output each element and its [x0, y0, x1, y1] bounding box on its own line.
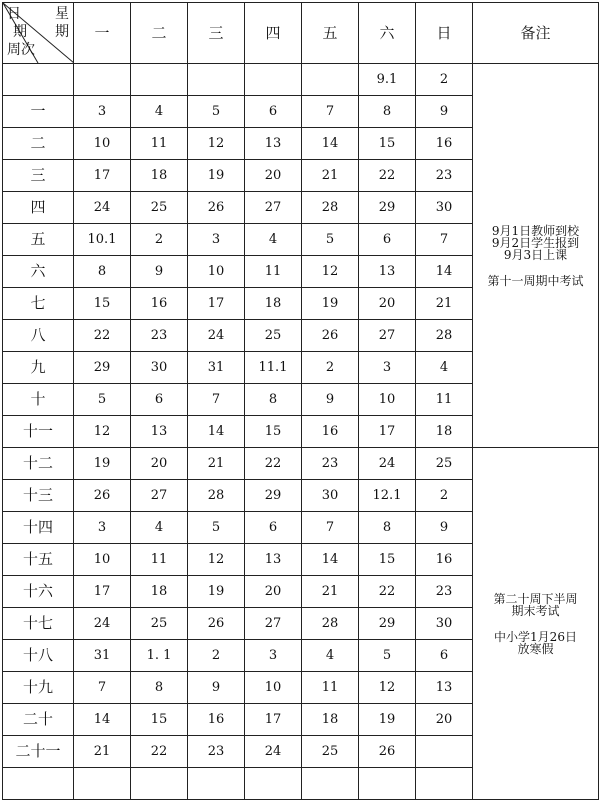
week-number-cell: 五: [3, 224, 74, 256]
date-cell: 12: [359, 672, 416, 704]
date-cell: 27: [131, 480, 188, 512]
date-cell: 9: [302, 384, 359, 416]
school-calendar-table: [2, 2, 599, 800]
date-cell: 20: [245, 160, 302, 192]
date-cell: [416, 736, 473, 768]
date-cell: 7: [188, 384, 245, 416]
date-cell: 25: [245, 320, 302, 352]
date-cell: 24: [245, 736, 302, 768]
date-cell: 22: [359, 576, 416, 608]
date-cell: 30: [131, 352, 188, 384]
date-cell: 18: [302, 704, 359, 736]
date-cell: 19: [188, 576, 245, 608]
date-cell: 1. 1: [131, 640, 188, 672]
remark-spacer: [473, 617, 598, 631]
date-cell: 11: [302, 672, 359, 704]
date-cell: 11: [131, 128, 188, 160]
date-cell: 28: [188, 480, 245, 512]
week-number-cell: 十九: [3, 672, 74, 704]
date-cell: 31: [74, 640, 131, 672]
date-cell: 16: [416, 544, 473, 576]
date-cell: 22: [359, 160, 416, 192]
date-cell: 11.1: [245, 352, 302, 384]
date-cell: 4: [416, 352, 473, 384]
date-cell: 13: [359, 256, 416, 288]
date-cell: 3: [245, 640, 302, 672]
date-cell: 9: [131, 256, 188, 288]
date-cell: 5: [359, 640, 416, 672]
date-cell: 9: [188, 672, 245, 704]
week-number-cell: 九: [3, 352, 74, 384]
date-cell: 17: [74, 576, 131, 608]
remarks-second-term: [473, 448, 599, 800]
date-cell: 21: [302, 160, 359, 192]
date-cell: 4: [302, 640, 359, 672]
date-cell: 16: [188, 704, 245, 736]
date-cell: 9.1: [359, 64, 416, 96]
date-cell: 8: [359, 512, 416, 544]
week-number-cell: 八: [3, 320, 74, 352]
week-number-cell: 二: [3, 128, 74, 160]
date-cell: 18: [416, 416, 473, 448]
date-cell: 19: [302, 288, 359, 320]
date-cell: 21: [188, 448, 245, 480]
week-number-cell: 三: [3, 160, 74, 192]
calendar-body: [3, 3, 599, 800]
date-cell: 25: [131, 192, 188, 224]
date-cell: 6: [245, 512, 302, 544]
corner-mid-left-label: 期: [13, 24, 27, 40]
week-number-cell: 六: [3, 256, 74, 288]
date-cell: 4: [131, 512, 188, 544]
date-cell: 8: [245, 384, 302, 416]
date-cell: 7: [302, 96, 359, 128]
date-cell: 24: [359, 448, 416, 480]
date-cell: 4: [245, 224, 302, 256]
date-cell: 19: [359, 704, 416, 736]
date-cell: 17: [74, 160, 131, 192]
date-cell: 13: [245, 128, 302, 160]
date-cell: 18: [131, 576, 188, 608]
corner-bottom-label: 周次: [7, 42, 35, 58]
date-cell: 11: [416, 384, 473, 416]
corner-header-cell: [3, 3, 74, 64]
date-cell: 20: [416, 704, 473, 736]
date-cell: 24: [74, 192, 131, 224]
date-cell: 17: [188, 288, 245, 320]
date-cell: 12: [188, 128, 245, 160]
remark-line: 放寒假: [517, 641, 554, 656]
date-cell: 16: [131, 288, 188, 320]
date-cell: 20: [245, 576, 302, 608]
week-number-cell: 十七: [3, 608, 74, 640]
week-number-cell: 十三: [3, 480, 74, 512]
remark-line: 9月1日教师到校: [491, 223, 580, 238]
date-cell: 10: [245, 672, 302, 704]
date-cell: 27: [359, 320, 416, 352]
date-cell: 20: [131, 448, 188, 480]
date-cell: 6: [416, 640, 473, 672]
day-header-fri: 五: [302, 3, 359, 64]
date-cell: 2: [302, 352, 359, 384]
date-cell: 14: [188, 416, 245, 448]
date-cell: 14: [302, 128, 359, 160]
date-cell: 9: [416, 512, 473, 544]
date-cell: 10: [188, 256, 245, 288]
week-number-cell: 十一: [3, 416, 74, 448]
date-cell: 22: [245, 448, 302, 480]
date-cell: 12: [74, 416, 131, 448]
date-cell: 19: [74, 448, 131, 480]
date-cell: 25: [302, 736, 359, 768]
week-number-cell: 十二: [3, 448, 74, 480]
date-cell: 30: [416, 608, 473, 640]
date-cell: 7: [302, 512, 359, 544]
date-cell: 5: [188, 96, 245, 128]
date-cell: 4: [131, 96, 188, 128]
date-cell: 29: [359, 192, 416, 224]
day-header-tue: 二: [131, 3, 188, 64]
date-cell: 26: [302, 320, 359, 352]
date-cell: [245, 64, 302, 96]
date-cell: 29: [359, 608, 416, 640]
date-cell: 17: [245, 704, 302, 736]
date-cell: 21: [74, 736, 131, 768]
date-cell: 10: [74, 128, 131, 160]
date-cell: 27: [245, 608, 302, 640]
date-cell: 25: [416, 448, 473, 480]
remark-line: 期末考试: [511, 603, 560, 618]
date-cell: 30: [302, 480, 359, 512]
week-number-cell: 十六: [3, 576, 74, 608]
date-cell: 8: [74, 256, 131, 288]
date-cell: 18: [131, 160, 188, 192]
date-cell: 26: [188, 192, 245, 224]
date-cell: 2: [416, 480, 473, 512]
date-cell: 23: [416, 576, 473, 608]
week-number-cell: 四: [3, 192, 74, 224]
date-cell: 23: [416, 160, 473, 192]
week-number-cell: 十八: [3, 640, 74, 672]
date-cell: 22: [74, 320, 131, 352]
corner-mid-right-label: 期: [55, 24, 69, 40]
date-cell: 12.1: [359, 480, 416, 512]
day-header-sat: 六: [359, 3, 416, 64]
date-cell: 3: [359, 352, 416, 384]
date-cell: 6: [359, 224, 416, 256]
date-cell: 24: [188, 320, 245, 352]
date-cell: 13: [245, 544, 302, 576]
week-number-cell: 十: [3, 384, 74, 416]
week-number-cell: 一: [3, 96, 74, 128]
date-cell: 8: [359, 96, 416, 128]
remark-line: 9月3日上课: [503, 247, 568, 262]
date-cell: 29: [245, 480, 302, 512]
week-number-cell: 七: [3, 288, 74, 320]
date-cell: 12: [302, 256, 359, 288]
remarks-header: 备注: [473, 3, 599, 64]
date-cell: 14: [74, 704, 131, 736]
date-cell: 13: [416, 672, 473, 704]
date-cell: 5: [74, 384, 131, 416]
date-cell: 16: [416, 128, 473, 160]
date-cell: 6: [245, 96, 302, 128]
date-cell: 30: [416, 192, 473, 224]
date-cell: [302, 64, 359, 96]
date-cell: 5: [302, 224, 359, 256]
week-number-cell: 十四: [3, 512, 74, 544]
date-cell: 28: [302, 608, 359, 640]
table-row: [3, 448, 599, 480]
date-cell: 14: [302, 544, 359, 576]
remark-line: 中小学1月26日: [494, 629, 577, 644]
date-cell: 17: [359, 416, 416, 448]
date-cell: 15: [131, 704, 188, 736]
date-cell: 2: [416, 64, 473, 96]
date-cell: 14: [416, 256, 473, 288]
date-cell: 23: [188, 736, 245, 768]
week-number-cell: 二十一: [3, 736, 74, 768]
date-cell: 29: [74, 352, 131, 384]
date-cell: [74, 64, 131, 96]
date-cell: [188, 64, 245, 96]
date-cell: 31: [188, 352, 245, 384]
date-cell: 25: [131, 608, 188, 640]
date-cell: 11: [245, 256, 302, 288]
date-cell: 15: [74, 288, 131, 320]
date-cell: 26: [359, 736, 416, 768]
date-cell: 3: [188, 224, 245, 256]
date-cell: 10.1: [74, 224, 131, 256]
date-cell: 7: [74, 672, 131, 704]
date-cell: 27: [245, 192, 302, 224]
date-cell: 23: [302, 448, 359, 480]
day-header-wed: 三: [188, 3, 245, 64]
date-cell: 11: [131, 544, 188, 576]
date-cell: 3: [74, 96, 131, 128]
date-cell: 28: [302, 192, 359, 224]
week-number-cell: 十五: [3, 544, 74, 576]
date-cell: 10: [359, 384, 416, 416]
date-cell: 2: [131, 224, 188, 256]
date-cell: 9: [416, 96, 473, 128]
date-cell: 21: [416, 288, 473, 320]
date-cell: 26: [74, 480, 131, 512]
week-number-cell: [3, 64, 74, 96]
date-cell: 8: [131, 672, 188, 704]
date-cell: 20: [359, 288, 416, 320]
date-cell: 21: [302, 576, 359, 608]
date-cell: 15: [245, 416, 302, 448]
remarks-first-term: [473, 64, 599, 448]
date-cell: 13: [131, 416, 188, 448]
week-number-cell: 二十: [3, 704, 74, 736]
header-row: [3, 3, 599, 64]
date-cell: 24: [74, 608, 131, 640]
remark-line: 9月2日学生报到: [491, 235, 580, 250]
day-header-sun: 日: [416, 3, 473, 64]
remark-line: 第二十周下半周: [493, 591, 578, 606]
date-cell: 10: [74, 544, 131, 576]
day-header-thu: 四: [245, 3, 302, 64]
remark-spacer: [473, 261, 598, 275]
date-cell: 28: [416, 320, 473, 352]
date-cell: 26: [188, 608, 245, 640]
day-header-mon: 一: [74, 3, 131, 64]
date-cell: 23: [131, 320, 188, 352]
corner-top-left-label: 日: [7, 6, 21, 22]
date-cell: 16: [302, 416, 359, 448]
corner-top-right-label: 星: [55, 6, 69, 22]
date-cell: 3: [74, 512, 131, 544]
date-cell: 5: [188, 512, 245, 544]
date-cell: 2: [188, 640, 245, 672]
date-cell: 22: [131, 736, 188, 768]
date-cell: 15: [359, 128, 416, 160]
date-cell: 19: [188, 160, 245, 192]
date-cell: 7: [416, 224, 473, 256]
date-cell: 6: [131, 384, 188, 416]
date-cell: 18: [245, 288, 302, 320]
date-cell: [131, 64, 188, 96]
remark-line: 第十一周期中考试: [487, 273, 584, 288]
date-cell: 15: [359, 544, 416, 576]
table-row: [3, 64, 599, 96]
date-cell: 12: [188, 544, 245, 576]
